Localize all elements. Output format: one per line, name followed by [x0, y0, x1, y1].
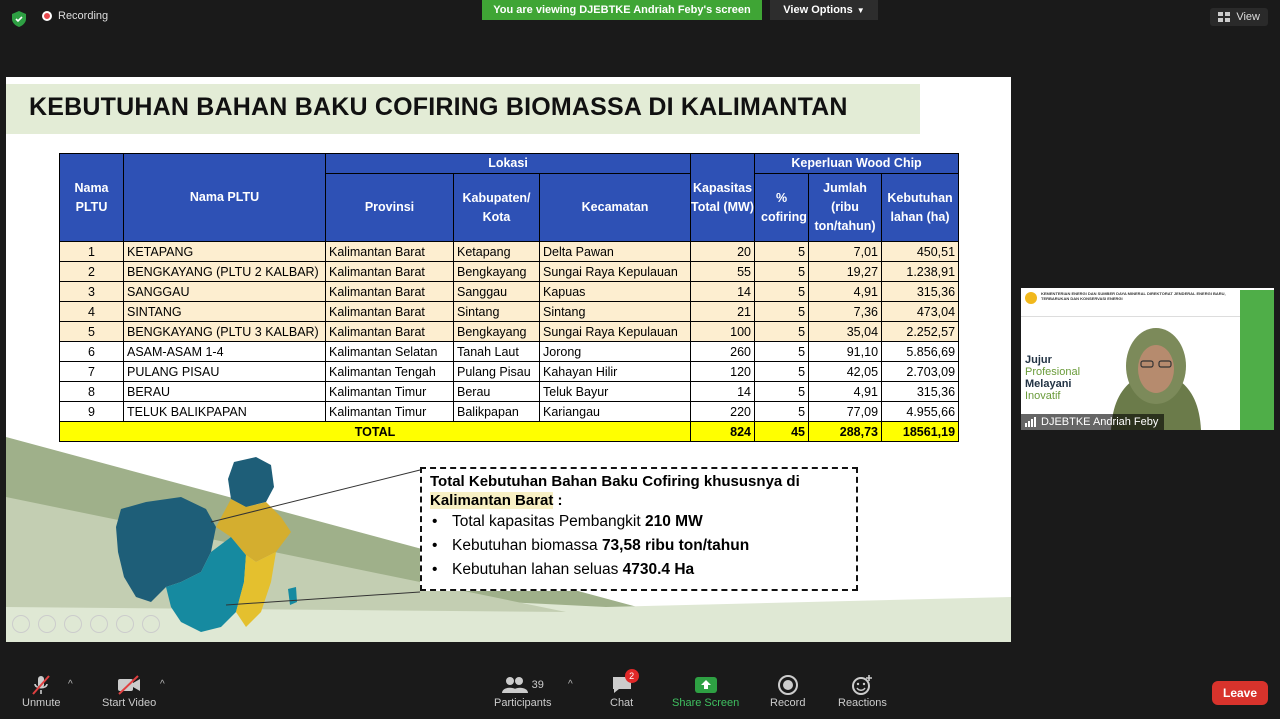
share-screen-button[interactable]: [672, 673, 739, 709]
cell-no: 3: [60, 282, 124, 302]
cell-no: 4: [60, 302, 124, 322]
audio-options-caret-icon[interactable]: ^: [68, 679, 73, 690]
cell-kabupaten: Berau: [454, 382, 540, 402]
cell-kecamatan: Kariangau: [540, 402, 691, 422]
infobox-heading-highlight: Kalimantan Barat: [430, 492, 554, 509]
cell-nama: TELUK BALIKPAPAN: [124, 402, 326, 422]
slide-title: KEBUTUHAN BAHAN BAKU COFIRING BIOMASSA DI KALIMANTAN: [29, 93, 848, 121]
cell-nama: SINTANG: [124, 302, 326, 322]
view-button[interactable]: [1210, 8, 1268, 26]
slide-grid-icon[interactable]: [90, 615, 108, 633]
cell-kapasitas: 55: [691, 262, 755, 282]
meeting-top-bar: [0, 0, 1280, 40]
cell-lahan: 2.252,57: [882, 322, 959, 342]
cell-provinsi: Kalimantan Barat: [326, 262, 454, 282]
cell-jumlah: 35,04: [809, 322, 882, 342]
infobox-item: [432, 534, 848, 558]
cell-total-lahan: 18561,19: [882, 422, 959, 442]
summary-infobox: [420, 467, 858, 591]
cell-cofiring: 5: [755, 242, 809, 262]
col-header-keperluan: Keperluan Wood Chip: [755, 154, 959, 174]
slide-pen-icon[interactable]: [64, 615, 82, 633]
cell-cofiring: 5: [755, 342, 809, 362]
slide-next-icon[interactable]: [38, 615, 56, 633]
value-word: Profesional: [1025, 366, 1081, 378]
cell-total-jumlah: 288,73: [809, 422, 882, 442]
view-options-button[interactable]: [770, 0, 878, 20]
value-word: Inovatif: [1025, 390, 1061, 402]
cell-nama: KETAPANG: [124, 242, 326, 262]
slide-more-icon[interactable]: [142, 615, 160, 633]
cell-nama: SANGGAU: [124, 282, 326, 302]
cell-no: 8: [60, 382, 124, 402]
share-screen-label: Share Screen: [672, 697, 740, 709]
participant-name-label: [1021, 414, 1164, 430]
infobox-item-text: Kebutuhan lahan seluas: [452, 561, 623, 578]
cell-provinsi: Kalimantan Barat: [326, 242, 454, 262]
cell-provinsi: Kalimantan Barat: [326, 322, 454, 342]
view-options-label: View Options: [783, 4, 853, 16]
participant-name: DJEBTKE Andriah Feby: [1041, 416, 1159, 428]
cell-jumlah: 7,36: [809, 302, 882, 322]
cell-kabupaten: Ketapang: [454, 242, 540, 262]
cell-nama: PULANG PISAU: [124, 362, 326, 382]
cell-kabupaten: Pulang Pisau: [454, 362, 540, 382]
cell-cofiring: 5: [755, 382, 809, 402]
value-word: Melayani: [1025, 378, 1072, 390]
camera-background-header: [1021, 288, 1274, 317]
record-label: Record: [770, 697, 806, 709]
participants-caret-icon[interactable]: ^: [568, 679, 573, 690]
cell-jumlah: 91,10: [809, 342, 882, 362]
cell-lahan: 315,36: [882, 282, 959, 302]
cell-no: 5: [60, 322, 124, 342]
unmute-label: Unmute: [22, 697, 61, 709]
ministry-name: KEMENTERIAN ENERGI DAN SUMBER DAYA MINERAL DIREKTORAT JENDERAL ENERGI BARU, TERBARUKAN DAN KONSERVASI ENERGI: [1041, 291, 1226, 301]
recording-label: Recording: [58, 10, 109, 22]
table-row: [60, 382, 959, 402]
cell-jumlah: 77,09: [809, 402, 882, 422]
col-header-kecamatan: Kecamatan: [540, 174, 691, 242]
chat-icon: [611, 673, 633, 697]
cell-kapasitas: 220: [691, 402, 755, 422]
cell-cofiring: 5: [755, 302, 809, 322]
ministry-logo-icon: [1025, 292, 1037, 304]
cell-provinsi: Kalimantan Timur: [326, 402, 454, 422]
cell-kecamatan: Sungai Raya Kepulauan: [540, 262, 691, 282]
cell-nama: ASAM-ASAM 1-4: [124, 342, 326, 362]
slide-zoom-icon[interactable]: [116, 615, 134, 633]
table-row: [60, 402, 959, 422]
cell-provinsi: Kalimantan Tengah: [326, 362, 454, 382]
chat-badge: 2: [625, 669, 639, 683]
cell-no: 9: [60, 402, 124, 422]
cell-provinsi: Kalimantan Barat: [326, 282, 454, 302]
col-header-jumlah: Jumlah (ribu ton/tahun): [809, 174, 882, 242]
col-header-kabupaten: Kabupaten/ Kota: [454, 174, 540, 242]
cell-lahan: 450,51: [882, 242, 959, 262]
cell-cofiring: 5: [755, 402, 809, 422]
cell-total-label: TOTAL: [60, 422, 691, 442]
col-header-lokasi: Lokasi: [326, 154, 691, 174]
recording-indicator[interactable]: [42, 10, 108, 22]
participants-count: 39: [531, 679, 544, 691]
cell-kabupaten: Tanah Laut: [454, 342, 540, 362]
cell-provinsi: Kalimantan Selatan: [326, 342, 454, 362]
infobox-item: [432, 510, 848, 534]
slide-controls: [12, 615, 160, 633]
cell-kapasitas: 260: [691, 342, 755, 362]
table-row: [60, 342, 959, 362]
infobox-item-value: 4730.4 Ha: [622, 561, 695, 578]
participants-button[interactable]: [494, 673, 551, 709]
cell-jumlah: 42,05: [809, 362, 882, 382]
infobox-item-value: 210 MW: [645, 513, 703, 530]
bullet-icon: •: [432, 513, 438, 530]
signal-bars-icon: [1025, 417, 1037, 427]
slide-prev-icon[interactable]: [12, 615, 30, 633]
cell-lahan: 5.856,69: [882, 342, 959, 362]
cell-kecamatan: Delta Pawan: [540, 242, 691, 262]
cell-kabupaten: Sanggau: [454, 282, 540, 302]
infobox-heading-text: Total Kebutuhan Bahan Baku Cofiring khususnya di: [430, 473, 800, 490]
cell-nama: BERAU: [124, 382, 326, 402]
cell-kecamatan: Sungai Raya Kepulauan: [540, 322, 691, 342]
cell-lahan: 315,36: [882, 382, 959, 402]
cell-lahan: 4.955,66: [882, 402, 959, 422]
video-options-caret-icon[interactable]: ^: [160, 679, 165, 690]
col-header-provinsi: Provinsi: [326, 174, 454, 242]
viewing-banner: You are viewing DJEBTKE Andriah Feby's screen: [482, 0, 762, 20]
cell-cofiring: 5: [755, 362, 809, 382]
cell-kabupaten: Balikpapan: [454, 402, 540, 422]
table-row: [60, 282, 959, 302]
cell-kabupaten: Sintang: [454, 302, 540, 322]
cell-kabupaten: Bengkayang: [454, 322, 540, 342]
shared-screen-slide: [6, 77, 1011, 642]
infobox-item-value: 73,58 ribu ton/tahun: [601, 537, 750, 554]
microphone-muted-icon: [30, 673, 52, 697]
cell-provinsi: Kalimantan Timur: [326, 382, 454, 402]
cell-kapasitas: 21: [691, 302, 755, 322]
cell-cofiring: 5: [755, 322, 809, 342]
camera-background-pattern: [1240, 290, 1274, 430]
participants-icon: [502, 673, 544, 697]
cell-provinsi: Kalimantan Barat: [326, 302, 454, 322]
map-north-kalimantan: [228, 457, 274, 507]
cell-nama: BENGKAYANG (PLTU 2 KALBAR): [124, 262, 326, 282]
recording-icon: [42, 11, 52, 21]
cell-kabupaten: Bengkayang: [454, 262, 540, 282]
start-video-label: Start Video: [102, 697, 157, 709]
pltu-table: [59, 153, 959, 442]
reactions-button[interactable]: [838, 673, 887, 709]
unmute-button[interactable]: [22, 673, 61, 709]
cell-total-cofiring: 45: [755, 422, 809, 442]
camera-background-words: [1025, 354, 1080, 402]
cell-nama: BENGKAYANG (PLTU 3 KALBAR): [124, 322, 326, 342]
meeting-controls-bar: [0, 663, 1280, 719]
reactions-label: Reactions: [838, 697, 887, 709]
cell-jumlah: 19,27: [809, 262, 882, 282]
col-header-nama: Nama PLTU: [124, 154, 326, 242]
cell-jumlah: 4,91: [809, 382, 882, 402]
reactions-smiley-icon: [851, 673, 873, 697]
share-screen-icon: [694, 673, 718, 697]
cell-kecamatan: Jorong: [540, 342, 691, 362]
cell-no: 7: [60, 362, 124, 382]
cell-jumlah: 7,01: [809, 242, 882, 262]
cell-kecamatan: Kapuas: [540, 282, 691, 302]
cell-lahan: 2.703,09: [882, 362, 959, 382]
cell-kapasitas: 120: [691, 362, 755, 382]
bullet-icon: •: [432, 561, 438, 578]
col-header-cofiring: % cofiring: [755, 174, 809, 242]
camera-off-icon: [116, 673, 142, 697]
cell-jumlah: 4,91: [809, 282, 882, 302]
col-header-lahan: Kebutuhan lahan (ha): [882, 174, 959, 242]
infobox-item-text: Kebutuhan biomassa: [452, 537, 602, 554]
cell-lahan: 1.238,91: [882, 262, 959, 282]
participants-label: Participants: [494, 697, 552, 709]
infobox-heading-colon: :: [553, 492, 563, 509]
table-row: [60, 242, 959, 262]
participant-video-tile[interactable]: [1021, 288, 1274, 430]
cell-cofiring: 5: [755, 282, 809, 302]
col-header-kapasitas: Kapasitas Total (MW): [691, 154, 755, 242]
chat-button[interactable]: [610, 673, 633, 709]
cell-no: 1: [60, 242, 124, 262]
record-button[interactable]: [770, 673, 805, 709]
infobox-heading: [430, 472, 848, 510]
view-label: View: [1236, 11, 1260, 23]
value-word: Jujur: [1025, 354, 1052, 366]
leave-button[interactable]: Leave: [1212, 681, 1268, 705]
chat-label: Chat: [610, 697, 634, 709]
cell-kecamatan: Sintang: [540, 302, 691, 322]
table-row: [60, 322, 959, 342]
col-header-no: Nama PLTU: [60, 154, 124, 242]
cell-kecamatan: Kahayan Hilir: [540, 362, 691, 382]
chevron-down-icon: ▼: [856, 5, 865, 15]
record-icon: [777, 673, 799, 697]
table-row: [60, 362, 959, 382]
cell-lahan: 473,04: [882, 302, 959, 322]
table-row: [60, 262, 959, 282]
cell-no: 2: [60, 262, 124, 282]
grid-view-icon: [1218, 12, 1230, 22]
cell-no: 6: [60, 342, 124, 362]
cell-kapasitas: 20: [691, 242, 755, 262]
security-shield-icon[interactable]: [12, 11, 26, 27]
infobox-item: [432, 558, 848, 582]
table-row: [60, 302, 959, 322]
bullet-icon: •: [432, 537, 438, 554]
cell-kapasitas: 14: [691, 382, 755, 402]
cell-cofiring: 5: [755, 262, 809, 282]
cell-kapasitas: 100: [691, 322, 755, 342]
start-video-button[interactable]: [102, 673, 156, 709]
cell-kecamatan: Teluk Bayur: [540, 382, 691, 402]
cell-total-kapasitas: 824: [691, 422, 755, 442]
infobox-item-text: Total kapasitas Pembangkit: [452, 513, 645, 530]
cell-kapasitas: 14: [691, 282, 755, 302]
